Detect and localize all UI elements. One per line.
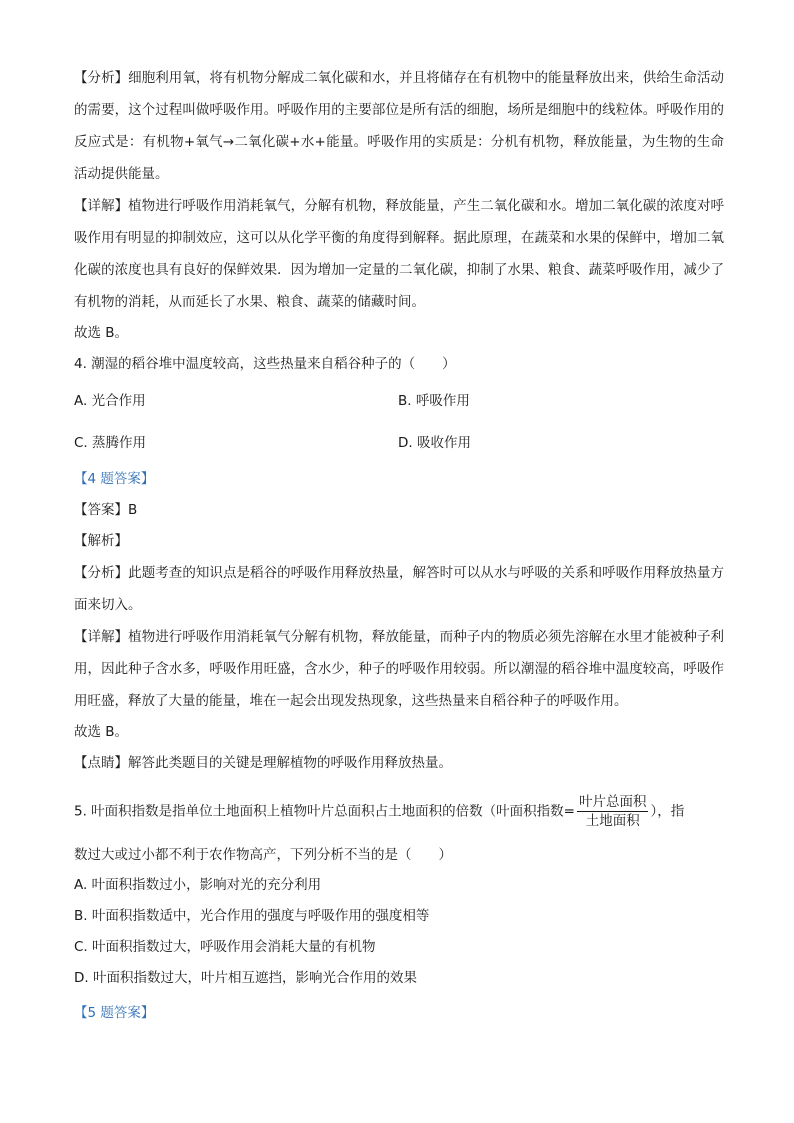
q5-option-d: D. 叶面积指数过大，叶片相互遮挡，影响光合作用的效果 — [74, 970, 417, 986]
q4-option-a: A. 光合作用 — [74, 393, 146, 409]
q5-stem-mid: ），指 — [650, 803, 685, 820]
q5-stem — [74, 793, 724, 830]
q4-answer-header: 【4 题答案】 — [74, 471, 155, 487]
q4-comment — [74, 748, 724, 779]
q5-stem-end: 数过大或过小都不利于农作物高产，下列分析不当的是（ ） — [74, 847, 452, 863]
q4-stem: 4. 潮湿的稻谷堆中温度较高，这些热量来自稻谷种子的（ ） — [74, 356, 456, 372]
q4-conclusion: 故选 B。 — [74, 724, 129, 740]
conclusion: 故选 B。 — [74, 325, 129, 341]
detail-paragraph — [74, 190, 724, 318]
q4-options-row-2 — [74, 422, 724, 464]
q4-analysis-paragraph — [74, 557, 724, 621]
q4-comment-text: 解答此类题目的关键是理解植物的呼吸作用释放热量。 — [128, 755, 452, 771]
detail-tag: 【详解】 — [74, 198, 129, 214]
leaf-area-index-fraction — [577, 793, 649, 830]
q4-answer — [74, 495, 724, 526]
q4-answer-tag: 【答案】 — [74, 502, 128, 518]
detail-text: 植物进行呼吸作用消耗氧气，分解有机物，释放能量，产生二氧化碳和水。增加二氧化碳的浓度对呼吸作用有明显的抑制效应，这可以从化学平衡的角度得到解释。据此原理，在蔬菜和水果的保鲜中，增加二氧化碳的浓度也具有良好的保鲜效果．因为增加一定量的二氧化碳，抑制了水果、粮食、蔬菜呼吸作用，减少了有机物的消耗，从而延长了水果、粮食、蔬菜的储藏时间。 — [74, 198, 725, 310]
q4-detail-paragraph — [74, 621, 724, 717]
q4-detail-tag: 【详解】 — [74, 629, 129, 645]
q4-answer-value: B — [128, 502, 138, 518]
q5-stem-start: 5. 叶面积指数是指单位土地面积上植物叶片总面积占土地面积的倍数（叶面积指数= — [74, 803, 575, 820]
q4-option-c: C. 蒸腾作用 — [74, 435, 147, 451]
q4-analysis-text: 此题考查的知识点是稻谷的呼吸作用释放热量，解答时可以从水与呼吸的关系和呼吸作用释放热量方面来切入。 — [74, 565, 725, 613]
q4-comment-tag: 【点睛】 — [74, 755, 128, 771]
q4-option-b: B. 呼吸作用 — [398, 393, 470, 409]
analysis-paragraph — [74, 62, 724, 190]
analysis-tag: 【分析】 — [74, 70, 129, 86]
q4-detail-text: 植物进行呼吸作用消耗氧气分解有机物，释放能量，而种子内的物质必须先溶解在水里才能被种子利用，因此种子含水多，呼吸作用旺盛，含水少，种子的呼吸作用较弱。所以潮湿的稻谷堆中温度较高，呼吸作用旺盛，释放了大量的能量，堆在一起会出现发热现象，这些热量来自稻谷种子的呼吸作用。 — [74, 629, 725, 709]
q4-jiexi: 【解析】 — [74, 533, 128, 549]
q4-option-d: D. 吸收作用 — [398, 435, 471, 451]
q5-option-a: A. 叶面积指数过小，影响对光的充分利用 — [74, 877, 322, 893]
q5-option-c: C. 叶面积指数过大，呼吸作用会消耗大量的有机物 — [74, 939, 376, 955]
q4-analysis-tag: 【分析】 — [74, 565, 129, 581]
document-content — [74, 62, 724, 1029]
analysis-text: 细胞利用氧，将有机物分解成二氧化碳和水，并且将储存在有机物中的能量释放出来，供给生命活动的需要，这个过程叫做呼吸作用。呼吸作用的主要部位是所有活的细胞，场所是细胞中的线粒体。呼吸作用的反应式是：有机物+氧气→二氧化碳+水+能量。呼吸作用的实质是：分机有机物，释放能量，为生物的生命活动提供能量。 — [74, 70, 725, 182]
q4-options-row-1 — [74, 380, 724, 422]
fraction-numerator: 叶片总面积 — [578, 794, 647, 810]
q5-option-b: B. 叶面积指数适中，光合作用的强度与呼吸作用的强度相等 — [74, 908, 430, 924]
fraction-denominator: 土地面积 — [585, 813, 640, 829]
q5-answer-header: 【5 题答案】 — [74, 1005, 155, 1021]
